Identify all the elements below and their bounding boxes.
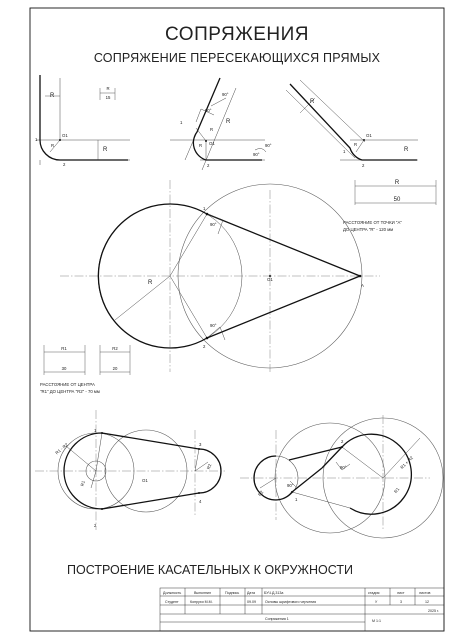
year-value: 2025 г. [428,609,439,613]
label-r: R [226,119,231,125]
dimension-r-50 [355,180,436,205]
label-r1: R1 [393,486,401,494]
label-r1: R1 [61,346,67,351]
header-sheet: лист [397,591,405,595]
label-o1: O1 [267,277,273,282]
label-point-4: 4 [199,499,202,504]
label-r: R [394,180,400,186]
header-performer: Выполнил [194,591,212,595]
label-point-2: 2 [63,162,66,167]
label-point-2: 2 [207,163,210,168]
label-r: R [354,142,358,147]
label-r: R [51,143,55,148]
label-r: R [404,147,409,153]
label-point-3: 3 [199,442,202,447]
label-angle-90: 90° [253,152,260,157]
group-code: БУЧ.Д.313а [264,591,284,595]
fillet-acute-angle [170,78,272,170]
label-r: R [103,147,108,153]
label-r: R [148,280,153,286]
label-point-1: 1 [35,137,38,142]
label-o1: O1 [209,141,215,146]
header-date: Дата [247,591,255,595]
label-point-1: 1 [180,120,183,125]
outer-tangents-figure [35,410,225,530]
label-angle-90: 90° [205,108,212,113]
subject-value: Основы шрифтового черчения [265,600,317,604]
label-r1-minus-r2: R1 - R2 [54,441,69,456]
scale-value: М 1:1 [372,619,381,623]
label-point-1: 1 [295,497,298,502]
label-angle-90: 90° [210,222,217,227]
title-block [160,588,444,631]
fillet-obtuse-angle [286,80,418,168]
label-point-1: 1 [343,149,346,154]
header-sheets: листов [419,591,431,595]
label-o1: O1 [366,133,372,138]
header-stage: стадия [368,591,380,595]
label-point-1: 1 [203,206,206,211]
header-signature: Подпись [225,591,240,595]
label-angle-90: 90° [265,143,272,148]
label-angle-90: 90° [287,483,294,488]
note-center-distance: РАССТОЯНИЕ ОТ ЦЕНТРА [40,382,95,387]
label-point-2: 2 [94,523,97,528]
label-point-2: 2 [362,163,365,168]
note-point-a: ДО ЦЕНТРА "R" - 120 мм [343,227,394,232]
page-subtitle: СОПРЯЖЕНИЕ ПЕРЕСЕКАЮЩИХСЯ ПРЯМЫХ [93,51,381,65]
sheets-value: 12 [425,600,429,604]
label-point-a: A [361,283,364,288]
label-r2: R2 [257,489,265,497]
stage-value: У [375,600,378,604]
label-r: R [310,99,315,105]
date-value: 09.09 [247,600,256,604]
label-r2: R2 [112,346,118,351]
doc-title: Сопряжения 1 [265,617,289,621]
label-angle-90: 90° [210,323,217,328]
label-r: R [199,143,203,148]
label-r: R [210,127,214,132]
inner-tangents-figure [240,415,443,538]
label-r2: R2 [205,463,213,470]
performer-value: Копрухи М.М. [190,600,213,604]
dimension-r1-r2 [44,345,130,375]
label-r: R [106,86,110,91]
header-position: Должность [163,591,182,595]
tangent-from-point-figure [60,180,380,372]
label-r1: R1 [79,480,86,487]
sheet-value: 3 [400,600,402,604]
label-o1: O1 [62,133,68,138]
dim-15: 15 [105,95,111,100]
dim-50: 50 [393,197,401,203]
note-point-a: РАССТОЯНИЕ ОТ ТОЧКИ "А" [343,220,402,225]
page-title: СОПРЯЖЕНИЯ [164,24,310,45]
label-point-2: 2 [203,344,206,349]
label-r: R [50,93,55,99]
sheet-frame [30,8,444,631]
position-value: Студент [165,600,179,604]
label-r1-plus-r2: R1 + R2 [399,455,415,470]
dim-20: 20 [112,366,118,371]
label-point-1: 1 [94,428,97,433]
label-angle-90: 90° [222,92,229,97]
fillet-right-angle [35,75,130,167]
label-point-2: 2 [341,439,344,444]
note-center-distance: "R1" ДО ЦЕНТРА "R2" - 70 мм [40,389,100,394]
dim-30: 30 [61,366,67,371]
label-o1: O1 [142,478,148,483]
label-angle-90: 90° [340,465,347,470]
section-title-tangents: ПОСТРОЕНИЕ КАСАТЕЛЬНЫХ К ОКРУЖНОСТИ [67,563,353,577]
